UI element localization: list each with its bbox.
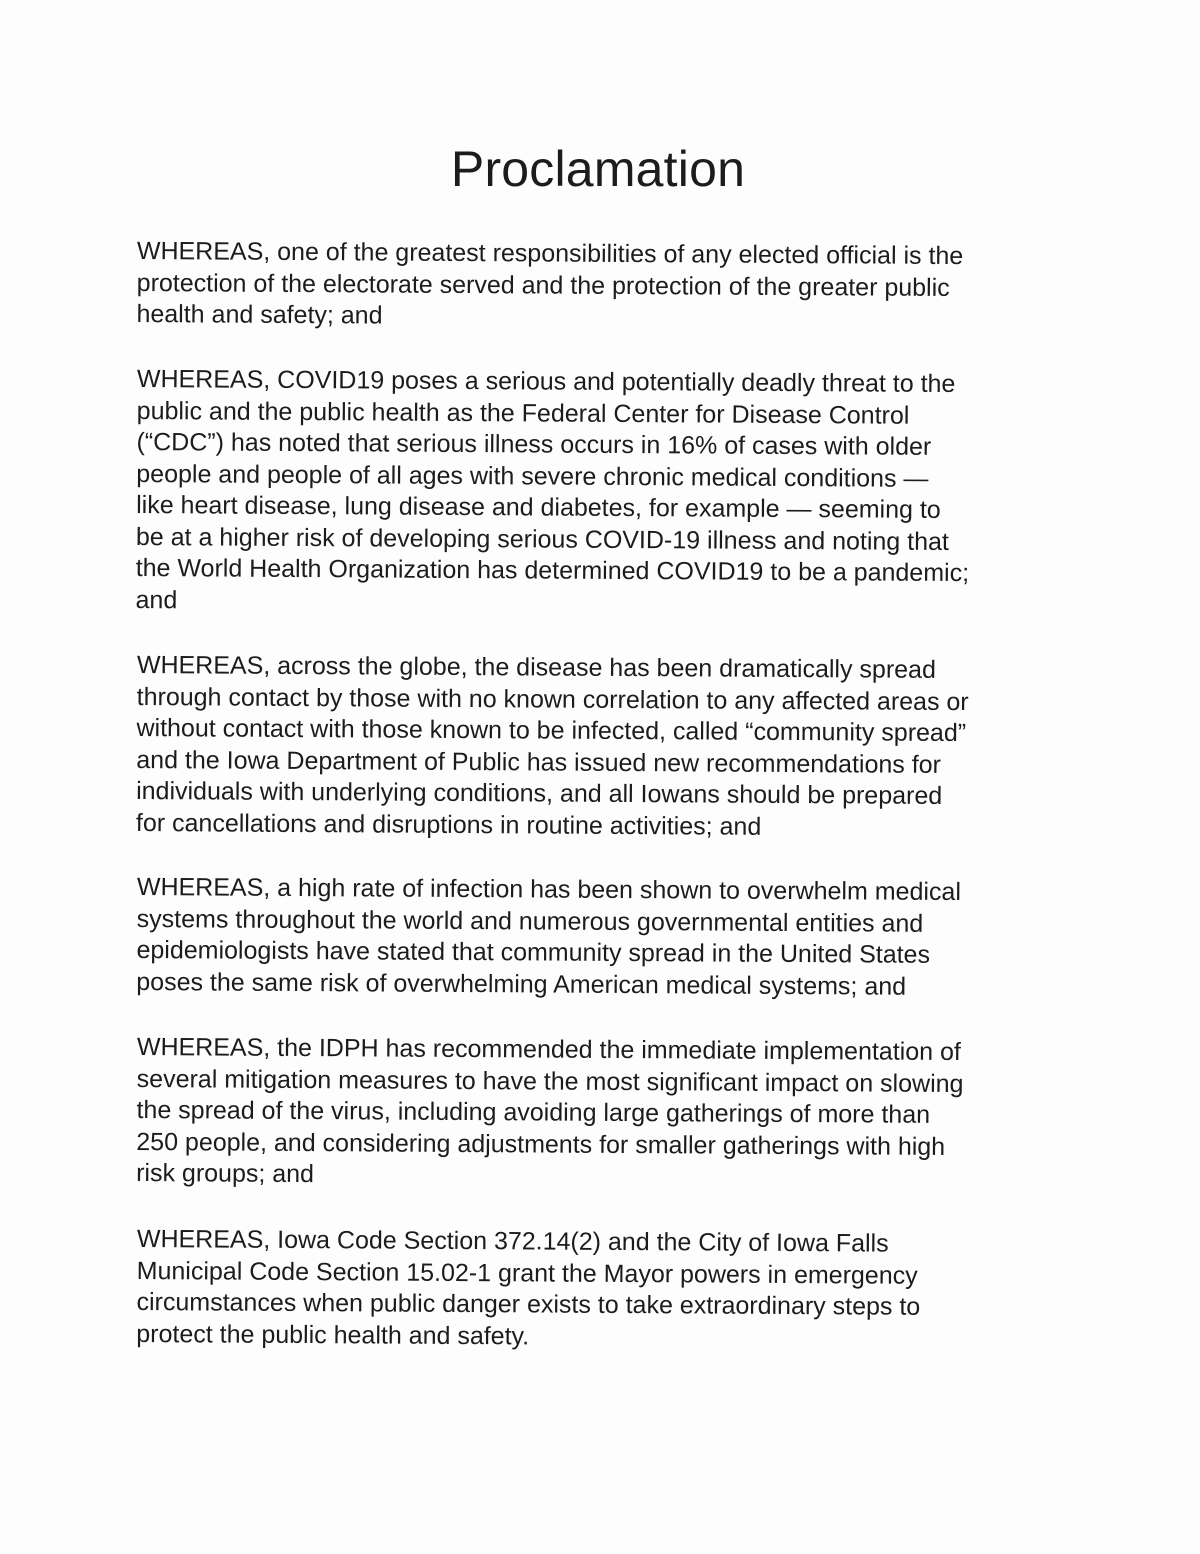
paragraph-line: WHEREAS, one of the greatest responsibilities of any elected official is the [136, 236, 964, 271]
paragraph-line: and [135, 585, 178, 614]
paragraph-line: the World Health Organization has determined COVID19 to be a pandemic; [135, 553, 970, 588]
paragraph-line: epidemiologists have stated that community spread in the United States [136, 935, 931, 969]
paragraph-line: protection of the electorate served and the protection of the greater public [136, 268, 950, 302]
paragraph-line: people and people of all ages with severe chronic medical conditions — [136, 459, 929, 493]
paragraph-line: public and the public health as the Federal Center for Disease Control [136, 396, 910, 430]
paragraph-line: WHEREAS, COVID19 poses a serious and potentially deadly threat to the [136, 364, 956, 398]
paragraph-line: protect the public health and safety. [136, 1319, 530, 1350]
paragraph-line: WHEREAS, a high rate of infection has been shown to overwhelm medical [136, 873, 962, 907]
paragraph-line: systems throughout the world and numerous governmental entities and [136, 904, 924, 938]
paragraph-line: several mitigation measures to have the most significant impact on slowing [136, 1064, 964, 1098]
paragraph-line: circumstances when public danger exists to take extraordinary steps to [136, 1287, 921, 1321]
document-title: Proclamation [450, 141, 746, 197]
paragraph-line: be at a higher risk of developing serious COVID-19 illness and noting that [135, 522, 949, 556]
paragraph-line: through contact by those with no known correlation to any affected areas or [136, 682, 969, 716]
paragraph-line: and the Iowa Department of Public has issued new recommendations for [136, 745, 942, 779]
paragraph-line: risk groups; and [136, 1158, 315, 1189]
paragraph-line: individuals with underlying conditions, and all Iowans should be prepared [136, 776, 943, 810]
paragraph-line: Municipal Code Section 15.02-1 grant the Mayor powers in emergency [136, 1256, 918, 1290]
paragraph-line: WHEREAS, Iowa Code Section 372.14(2) and the City of Iowa Falls [136, 1225, 889, 1258]
whereas-paragraph [136, 236, 963, 336]
paragraph-line: WHEREAS, the IDPH has recommended the immediate implementation of [136, 1033, 961, 1067]
whereas-paragraph [136, 1032, 964, 1195]
whereas-paragraph [136, 1224, 920, 1355]
paragraph-line: without contact with those known to be infected, called “community spread” [136, 713, 967, 748]
paragraph-line: health and safety; and [136, 299, 383, 330]
paragraph-line: WHEREAS, across the globe, the disease has been dramatically spread [136, 651, 937, 684]
paragraph-line: for cancellations and disruptions in routine activities; and [135, 808, 762, 841]
paragraph-line: (“CDC”) has noted that serious illness occurs in 16% of cases with older [136, 427, 932, 461]
whereas-paragraph [135, 364, 970, 621]
paragraph-line: the spread of the virus, including avoiding large gatherings of more than [136, 1095, 931, 1129]
whereas-paragraph [136, 872, 961, 1003]
whereas-paragraph [136, 650, 969, 844]
paragraph-line: like heart disease, lung disease and diabetes, for example — seeming to [136, 490, 941, 524]
paragraph-line: 250 people, and considering adjustments for smaller gatherings with high [136, 1127, 946, 1161]
paragraph-line: poses the same risk of overwhelming American medical systems; and [136, 967, 907, 1001]
